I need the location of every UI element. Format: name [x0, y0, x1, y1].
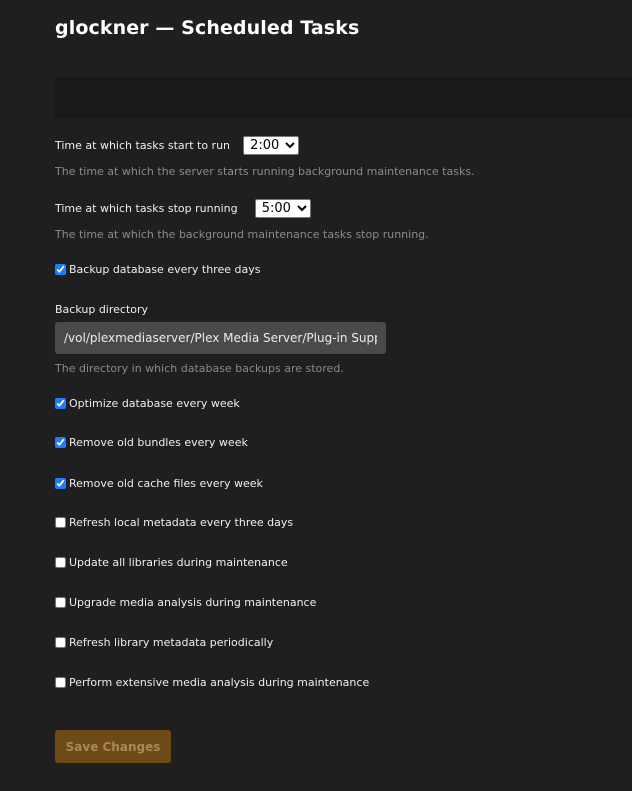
- stop-time-select[interactable]: [255, 199, 311, 218]
- task-row-upgrade-media-analysis[interactable]: [55, 596, 316, 609]
- task-row-remove-old-bundles[interactable]: [55, 436, 248, 449]
- start-time-help: The time at which the server starts running background maintenance tasks.: [55, 165, 475, 178]
- save-changes-button[interactable]: Save Changes: [55, 730, 171, 763]
- task-row-refresh-library-metadata[interactable]: [55, 636, 273, 649]
- backup-database-label: Backup database every three days: [69, 263, 261, 276]
- task-label: Refresh local metadata every three days: [69, 516, 294, 529]
- task-label: Refresh library metadata periodically: [69, 636, 274, 649]
- task-checkbox-upgrade-media-analysis[interactable]: [55, 597, 66, 608]
- task-label: Perform extensive media analysis during maintenance: [69, 676, 370, 689]
- task-checkbox-refresh-local-metadata[interactable]: [55, 517, 66, 528]
- stop-time-row: [55, 198, 311, 218]
- task-checkbox-remove-old-bundles[interactable]: [55, 437, 66, 448]
- start-time-label: Time at which tasks start to run: [55, 139, 231, 152]
- task-checkbox-optimize-database[interactable]: [55, 398, 66, 409]
- task-label: Remove old cache files every week: [69, 477, 263, 490]
- start-time-row: [55, 135, 299, 155]
- stop-time-label: Time at which tasks stop running: [55, 202, 238, 215]
- task-checkbox-remove-old-cache[interactable]: [55, 478, 66, 489]
- banner-area: [55, 77, 632, 118]
- task-label: Upgrade media analysis during maintenance: [69, 596, 317, 609]
- start-time-select[interactable]: [243, 136, 299, 155]
- backup-database-row[interactable]: [55, 263, 260, 276]
- backup-database-checkbox[interactable]: [55, 264, 66, 275]
- stop-time-help: The time at which the background maintenance tasks stop running.: [55, 228, 429, 241]
- task-row-optimize-database[interactable]: [55, 397, 240, 410]
- page-title: glockner — Scheduled Tasks: [55, 17, 360, 39]
- task-row-extensive-media-analysis[interactable]: [55, 676, 369, 689]
- backup-directory-help: The directory in which database backups are stored.: [55, 362, 344, 375]
- task-label: Optimize database every week: [69, 397, 240, 410]
- backup-directory-input[interactable]: [55, 322, 386, 354]
- task-row-remove-old-cache[interactable]: [55, 477, 263, 490]
- task-checkbox-extensive-media-analysis[interactable]: [55, 677, 66, 688]
- task-checkbox-refresh-library-metadata[interactable]: [55, 637, 66, 648]
- task-label: Remove old bundles every week: [69, 436, 248, 449]
- backup-directory-label: Backup directory: [55, 303, 149, 316]
- task-row-update-all-libraries[interactable]: [55, 556, 288, 569]
- task-checkbox-update-all-libraries[interactable]: [55, 557, 66, 568]
- task-row-refresh-local-metadata[interactable]: [55, 516, 293, 529]
- task-label: Update all libraries during maintenance: [69, 556, 288, 569]
